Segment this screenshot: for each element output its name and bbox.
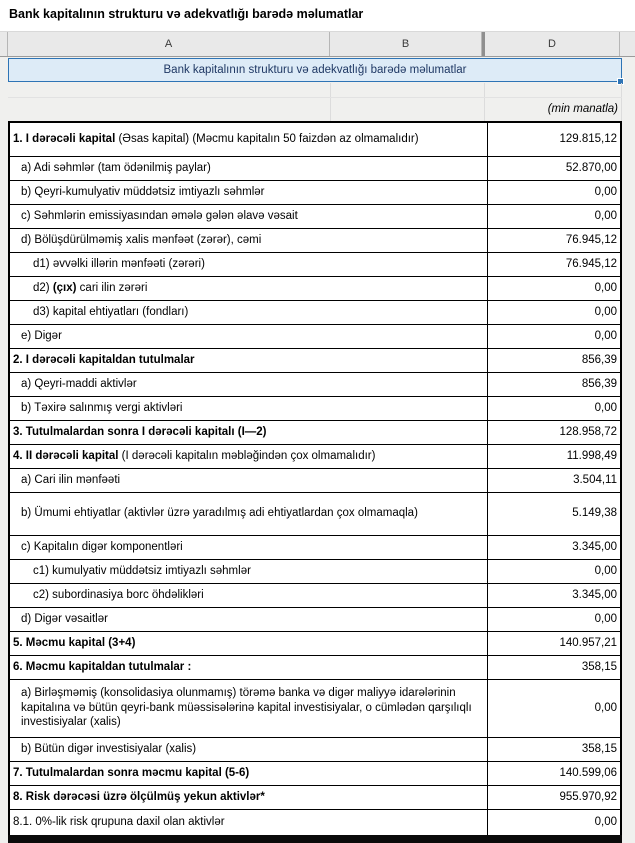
row-value-cell[interactable]: 0,00 [488, 204, 622, 228]
row-label-cell[interactable] [9, 300, 488, 324]
table-row [9, 228, 621, 252]
row-value-cell[interactable]: 358,15 [488, 737, 622, 761]
row-value-cell[interactable]: 0,00 [488, 559, 622, 583]
row-value-cell[interactable]: 0,00 [488, 607, 622, 631]
label-text: c) Kapitalın digər komponentləri [21, 540, 183, 553]
row-value-cell[interactable]: 856,39 [488, 348, 622, 372]
row-value-cell[interactable]: 0,00 [488, 809, 622, 836]
unit-note-cell[interactable]: (min manatla) [547, 103, 618, 115]
row-value-cell[interactable]: 3.345,00 [488, 583, 622, 607]
row-label-cell[interactable] [9, 468, 488, 492]
table-row [9, 655, 621, 679]
label-text: c) Səhmlərin emissiyasından əmələ gələn əlavə vəsait [21, 209, 298, 222]
label-text: b) Bütün digər investisiyalar (xalis) [21, 742, 197, 755]
column-header-b[interactable]: B [330, 32, 482, 56]
row-label-cell[interactable] [9, 559, 488, 583]
title-strip [0, 0, 635, 32]
row-label-cell[interactable] [9, 583, 488, 607]
column-header-row [0, 32, 635, 57]
row-label-cell[interactable] [9, 631, 488, 655]
row-label-cell[interactable] [9, 396, 488, 420]
table-row [9, 156, 621, 180]
table-row [9, 535, 621, 559]
row-label-cell[interactable] [9, 761, 488, 785]
table-row [9, 468, 621, 492]
bottom-black-row [8, 835, 622, 843]
table-row [9, 324, 621, 348]
row-value-cell[interactable]: 0,00 [488, 180, 622, 204]
row-label-cell[interactable] [9, 252, 488, 276]
label-text: (çıx) [52, 281, 77, 294]
row-value-cell[interactable]: 0,00 [488, 679, 622, 737]
row-value-cell[interactable]: 128.958,72 [488, 420, 622, 444]
label-text: 4. II dərəcəli kapital [13, 449, 119, 462]
column-header-a[interactable]: A [8, 32, 330, 56]
label-text: cari ilin zərəri [76, 281, 148, 294]
label-text: b) Qeyri-kumulyativ müddətsiz imtiyazlı səhmlər [21, 185, 265, 198]
row-label-cell[interactable] [9, 737, 488, 761]
table-row [9, 679, 621, 737]
table-row [9, 444, 621, 468]
gridline [621, 83, 622, 121]
capital-table [8, 121, 622, 837]
row-value-cell[interactable]: 0,00 [488, 324, 622, 348]
row-label-cell[interactable] [9, 324, 488, 348]
row-label-cell[interactable] [9, 204, 488, 228]
row-value-cell[interactable]: 140.599,06 [488, 761, 622, 785]
label-text: a) Adi səhmlər (tam ödənilmiş paylar) [21, 161, 211, 174]
page-title: Bank kapitalının strukturu və adekvatlığı barədə məlumatlar [9, 7, 364, 21]
label-text: d) Digər vəsaitlər [21, 612, 108, 625]
label-text: d3) kapital ehtiyatları (fondları) [33, 305, 189, 318]
table-row [9, 252, 621, 276]
row-value-cell[interactable]: 5.149,38 [488, 492, 622, 535]
label-text: 1. I dərəcəli kapital [13, 132, 116, 145]
row-label-cell[interactable] [9, 156, 488, 180]
label-text: d) Bölüşdürülməmiş xalis mənfəət (zərər), cəmi [21, 233, 262, 246]
table-row [9, 276, 621, 300]
table-row [9, 396, 621, 420]
sheet-title-cell[interactable]: Bank kapitalının strukturu və adekvatlığı barədə məlumatlar [8, 58, 622, 82]
row-value-cell[interactable]: 140.957,21 [488, 631, 622, 655]
row-value-cell[interactable]: 358,15 [488, 655, 622, 679]
label-text: 5. Məcmu kapital (3+4) [13, 636, 136, 649]
row-label-cell[interactable] [9, 679, 488, 737]
row-label-cell[interactable] [9, 655, 488, 679]
table-row [9, 204, 621, 228]
table-row [9, 348, 621, 372]
label-text: a) Birləşməmiş (konsolidasiya olunmamış) törəmə banka və digər maliyyə idarələrinin kapitalına və bütün qeyri-bank müəssisələrinə kapital investisiyalar, o cümlədən qarşılıqlı investisiyalar (xalis) [21, 686, 472, 729]
label-text: 2. I dərəcəli kapitaldan tutulmalar [13, 353, 195, 366]
label-text: (I dərəcəli kapitalın məbləğindən çox olmamalıdır) [118, 449, 376, 462]
row-value-cell[interactable]: 955.970,92 [488, 785, 622, 809]
row-label-cell[interactable] [9, 122, 488, 156]
row-label-cell[interactable] [9, 607, 488, 631]
row-label-cell[interactable] [9, 420, 488, 444]
table-row [9, 122, 621, 156]
row-value-cell[interactable]: 3.504,11 [488, 468, 622, 492]
label-text: 6. Məcmu kapitaldan tutulmalar : [13, 660, 192, 673]
label-text: 8. Risk dərəcəsi üzrə ölçülmüş yekun aktivlər* [13, 790, 265, 803]
label-text: d2) [33, 281, 53, 294]
label-text: d1) əvvəlki illərin mənfəəti (zərəri) [33, 257, 205, 270]
row-label-cell[interactable] [9, 809, 488, 836]
label-text: 8.1. 0%-lik risk qrupuna daxil olan aktivlər [13, 815, 225, 828]
column-header-d[interactable]: D [485, 32, 620, 56]
label-text: (Əsas kapital) (Məcmu kapitalın 50 faizdən az olmamalıdır) [115, 132, 419, 145]
row-label-cell[interactable] [9, 228, 488, 252]
table-row [9, 761, 621, 785]
label-text: a) Cari ilin mənfəəti [21, 473, 121, 486]
row-value-cell[interactable]: 3.345,00 [488, 535, 622, 559]
table-row [9, 809, 621, 836]
row-value-cell[interactable]: 856,39 [488, 372, 622, 396]
capital-table-body [9, 122, 621, 836]
row-label-cell[interactable] [9, 348, 488, 372]
row-label-cell[interactable] [9, 535, 488, 559]
row-value-cell[interactable]: 76.945,12 [488, 252, 622, 276]
row-value-cell[interactable]: 0,00 [488, 276, 622, 300]
row-label-cell[interactable] [9, 276, 488, 300]
table-row [9, 492, 621, 535]
table-row [9, 607, 621, 631]
row-label-cell[interactable] [9, 372, 488, 396]
table-row [9, 180, 621, 204]
label-text: c1) kumulyativ müddətsiz imtiyazlı səhmlər [33, 564, 251, 577]
row-value-cell[interactable]: 129.815,12 [488, 122, 622, 156]
label-text: b) Təxirə salınmış vergi aktivləri [21, 401, 183, 414]
column-header-filler [620, 32, 635, 56]
label-text: e) Digər [21, 329, 62, 342]
table-row [9, 737, 621, 761]
row-header-stub [0, 32, 8, 56]
row-value-cell[interactable]: 11.998,49 [488, 444, 622, 468]
table-row [9, 583, 621, 607]
table-row [9, 372, 621, 396]
table-row [9, 559, 621, 583]
row-label-cell[interactable] [9, 180, 488, 204]
row-label-cell[interactable] [9, 492, 488, 535]
row-value-cell[interactable]: 76.945,12 [488, 228, 622, 252]
label-text: 7. Tutulmalardan sonra məcmu kapital (5-6) [13, 766, 250, 779]
table-row [9, 631, 621, 655]
table-row [9, 785, 621, 809]
label-text: a) Qeyri-maddi aktivlər [21, 377, 137, 390]
label-text: c2) subordinasiya borc öhdəlikləri [33, 588, 204, 601]
label-text: 3. Tutulmalardan sonra I dərəcəli kapitalı (I—2) [13, 425, 267, 438]
row-label-cell[interactable] [9, 785, 488, 809]
table-row [9, 300, 621, 324]
row-value-cell[interactable]: 52.870,00 [488, 156, 622, 180]
row-value-cell[interactable]: 0,00 [488, 396, 622, 420]
table-row [9, 420, 621, 444]
label-text: b) Ümumi ehtiyatlar (aktivlər üzrə yaradılmış adi ehtiyatlardan çox olmamaqla) [21, 507, 418, 520]
row-label-cell[interactable] [9, 444, 488, 468]
row-value-cell[interactable]: 0,00 [488, 300, 622, 324]
